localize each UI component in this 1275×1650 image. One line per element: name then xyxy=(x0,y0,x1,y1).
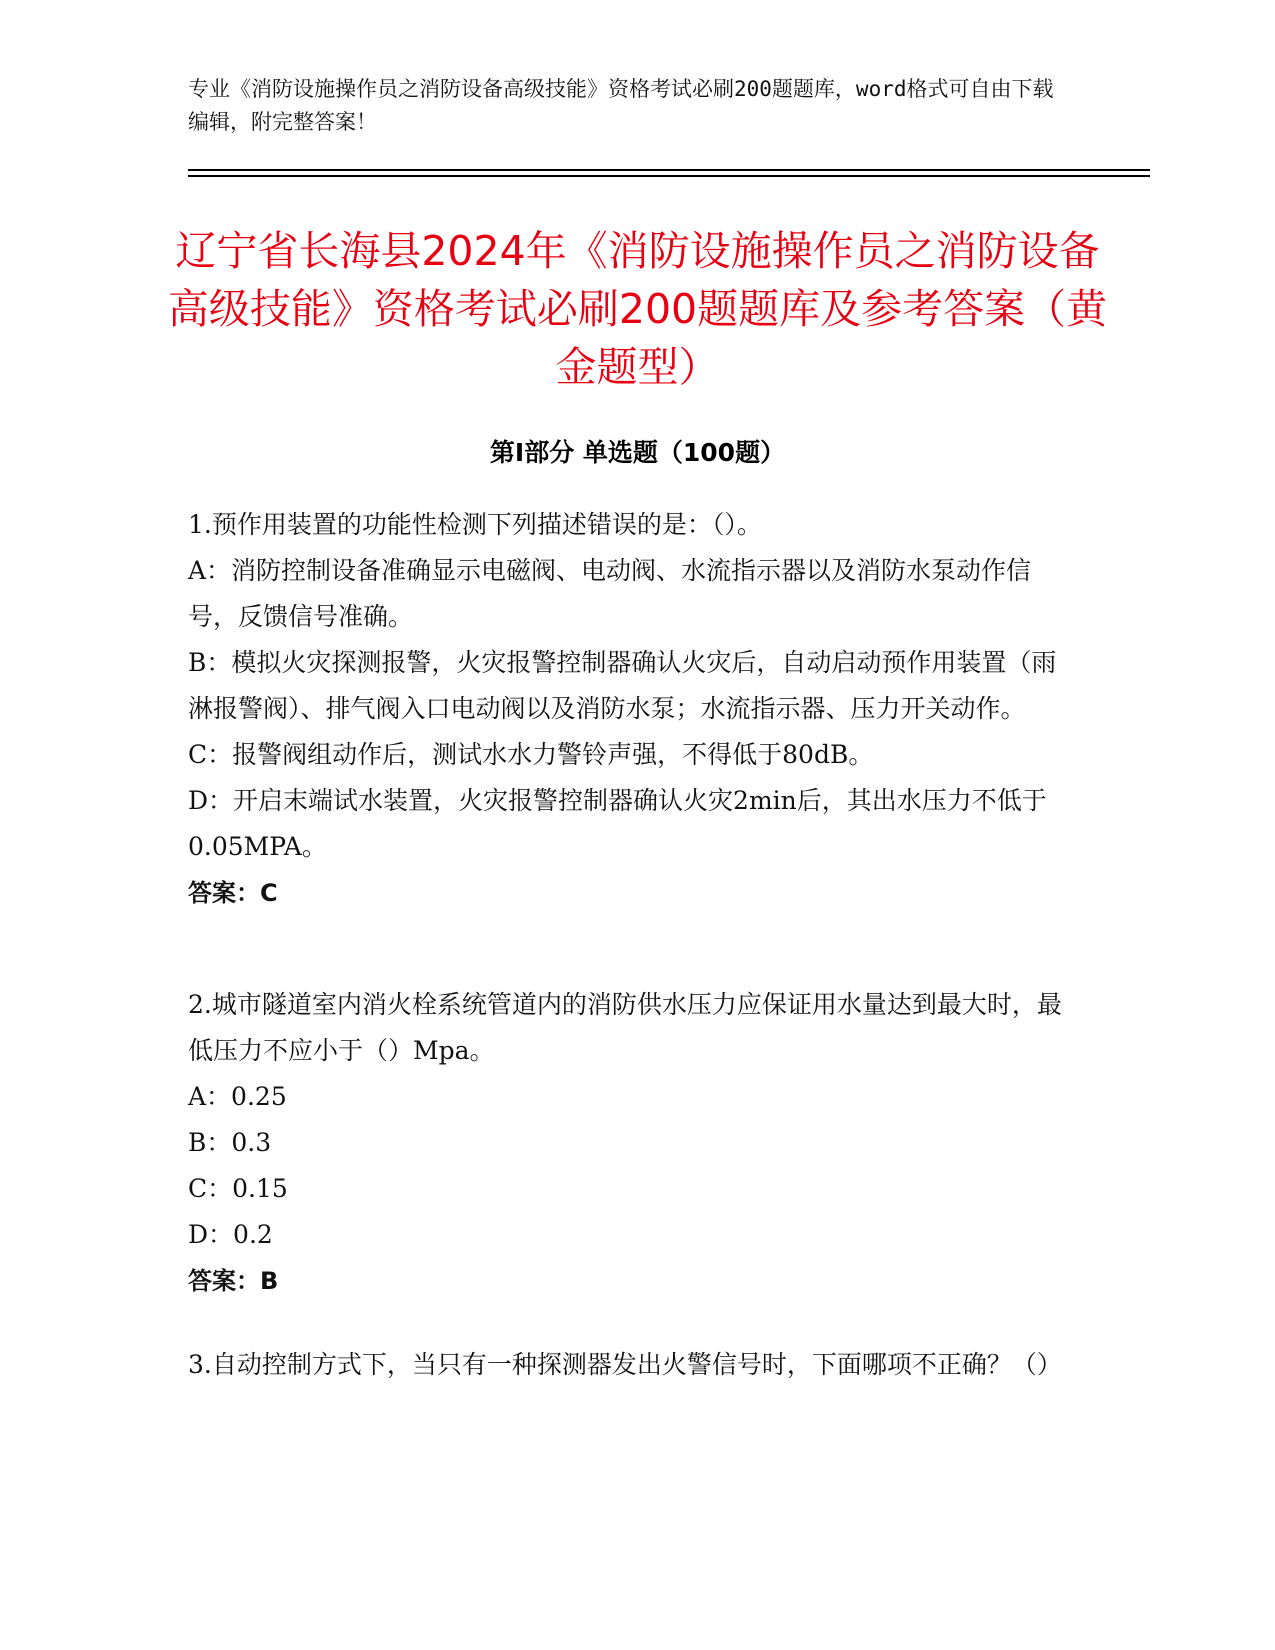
question-block xyxy=(188,502,1073,916)
question-block xyxy=(188,982,1073,1304)
question-stem: 1.预作用装置的功能性检测下列描述错误的是：（）。 xyxy=(188,510,762,539)
option-a: A：0.25 xyxy=(188,1082,287,1111)
option-c: C：报警阀组动作后，测试水水力警铃声强，不得低于80dB。 xyxy=(188,740,874,769)
answer-label: 答案：C xyxy=(188,879,278,907)
divider-line xyxy=(188,169,1150,171)
question-stem: 3.自动控制方式下，当只有一种探测器发出火警信号时，下面哪项不正确？（） xyxy=(188,1350,1062,1379)
question-block xyxy=(188,1342,1073,1388)
section-heading: 第I部分 单选题（100题） xyxy=(489,438,786,467)
option-b: B：0.3 xyxy=(188,1128,272,1157)
question-stem: 2.城市隧道室内消火栓系统管道内的消防供水压力应保证用水量达到最大时，最低压力不应小于（）Mpa。 xyxy=(188,990,1062,1065)
document-title: 辽宁省长海县2024年《消防设施操作员之消防设备高级技能》资格考试必刷200题题库及参考答案（黄金题型） xyxy=(167,227,1108,391)
divider-line xyxy=(188,175,1150,177)
answer-label: 答案：B xyxy=(188,1267,279,1295)
option-c: C：0.15 xyxy=(188,1174,288,1203)
option-b: B：模拟火灾探测报警，火灾报警控制器确认火灾后，自动启动预作用装置（雨淋报警阀）、排气阀入口电动阀以及消防水泵；水流指示器、压力开关动作。 xyxy=(188,648,1057,723)
intro-text: 专业《消防设施操作员之消防设备高级技能》资格考试必刷200题题库，word格式可自由下载编辑，附完整答案！ xyxy=(188,77,1054,134)
option-d: D：开启末端试水装置，火灾报警控制器确认火灾2min后，其出水压力不低于0.05MPA。 xyxy=(188,786,1047,861)
option-d: D：0.2 xyxy=(188,1220,273,1249)
option-a: A：消防控制设备准确显示电磁阀、电动阀、水流指示器以及消防水泵动作信号，反馈信号准确。 xyxy=(188,556,1032,631)
